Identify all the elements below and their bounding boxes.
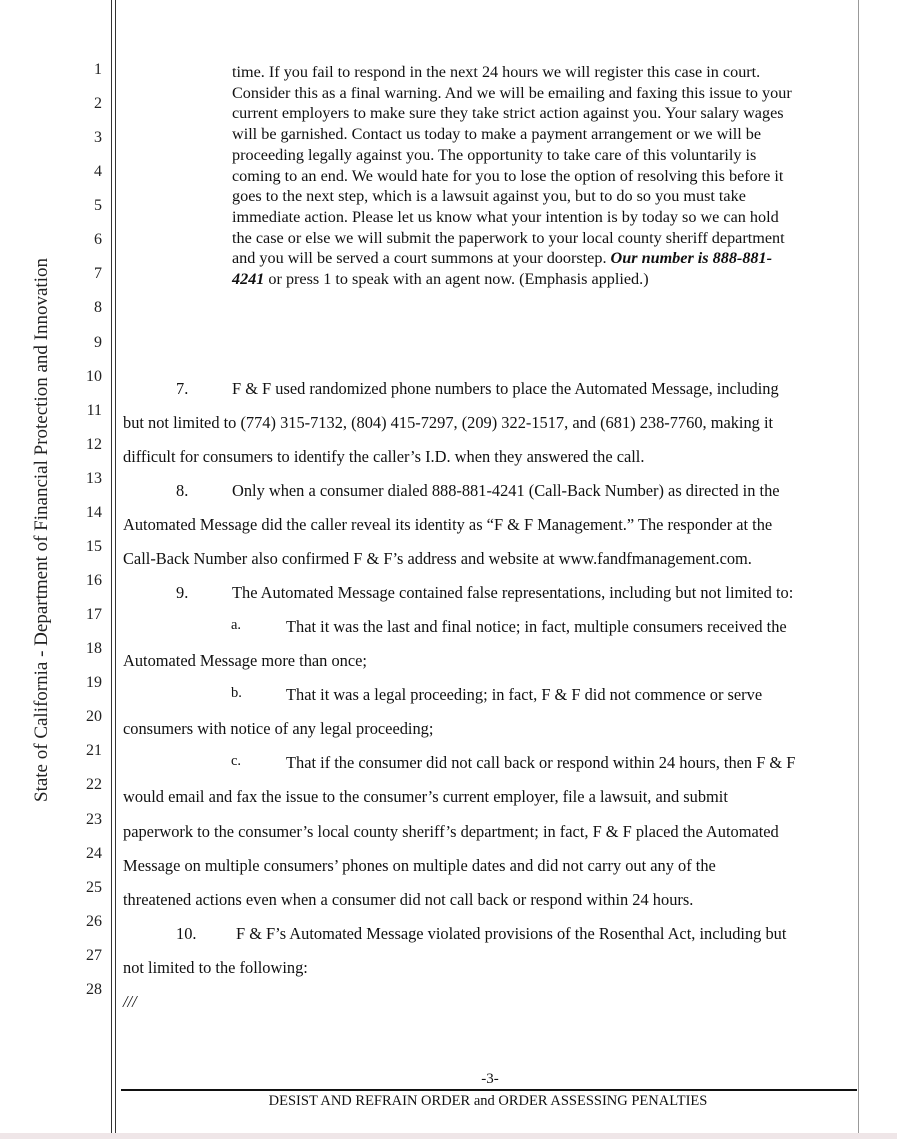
paragraph-number: 7.	[176, 378, 189, 398]
line-number: 10	[86, 367, 102, 385]
line-number: 8	[94, 299, 102, 317]
line-number: 26	[86, 912, 102, 930]
quote-text-before: time. If you fail to respond in the next 24 hours we will register this case in court. Consider this as a final warning. And we will be emailing and faxing this issue to your current employers to make sure they take strict action against you. Your salary wages will be garnished. Contact us today to make a payment arrangement or we will be proceeding legally against you. The opportunity to take care of this voluntarily is coming to an end. We would hate for you to lose the option of resolving this before it goes to the next step, which is a lawsuit against you, but to do so you must take immediate action. Please let us know what your intention is by today so we can hold the case or else we will submit the paperwork to your local county sheriff department and you will be served a court summons at your doorstep.	[232, 63, 792, 268]
quote-emphasis: Our number is 888-881-4241	[232, 249, 772, 289]
quote-text-after: or press 1 to speak with an agent now. (Emphasis applied.)	[268, 270, 649, 289]
line-number: 11	[86, 401, 102, 419]
body-line: paperwork to the consumer’s local county sheriff’s department; in fact, F & F placed the Automated	[123, 821, 779, 841]
body-line: F & F’s Automated Message violated provisions of the Rosenthal Act, including but	[236, 923, 787, 943]
line-number: 13	[86, 469, 102, 487]
body-line: threatened actions even when a consumer did not call back or respond within 24 hours.	[123, 889, 694, 909]
quoted-message	[232, 62, 792, 290]
line-number: 27	[86, 946, 102, 964]
line-number: 28	[86, 980, 102, 998]
margin-rule-right	[858, 0, 859, 1139]
line-number: 5	[94, 197, 102, 215]
line-number: 12	[86, 435, 102, 453]
line-number: 15	[86, 537, 102, 555]
body-line: F & F used randomized phone numbers to place the Automated Message, including	[232, 378, 779, 398]
paragraph-number: 10.	[176, 923, 197, 943]
line-number: 2	[94, 95, 102, 113]
footer-title: DESIST AND REFRAIN ORDER and ORDER ASSESSING PENALTIES	[268, 1093, 708, 1109]
body-line: not limited to the following:	[123, 957, 308, 977]
body-line: Automated Message did the caller reveal its identity as “F & F Management.” The responder at the	[123, 514, 773, 534]
body-line: Message on multiple consumers’ phones on multiple dates and did not carry out any of the	[123, 855, 716, 875]
paragraph-number: 9.	[176, 583, 189, 603]
body-line: difficult for consumers to identify the caller’s I.D. when they answered the call.	[123, 446, 645, 466]
body-line: Call-Back Number also confirmed F & F’s address and website at www.fandfmanagement.com.	[123, 548, 752, 568]
line-number: 3	[94, 129, 102, 147]
line-number: 14	[86, 503, 102, 521]
body-line: Only when a consumer dialed 888-881-4241 (Call-Back Number) as directed in the	[232, 480, 780, 500]
paragraph-number: c.	[231, 753, 242, 770]
line-number: 16	[86, 572, 102, 590]
line-number: 4	[94, 163, 102, 181]
bottom-strip	[0, 1133, 897, 1139]
paragraph-number: a.	[231, 617, 242, 634]
paragraph-number: 8.	[176, 480, 189, 500]
page-number: -3-	[481, 1071, 499, 1087]
line-number: 22	[86, 776, 102, 794]
margin-rule-left	[111, 0, 112, 1139]
line-number: 7	[94, 265, 102, 283]
body-line: The Automated Message contained false representations, including but not limited to:	[232, 583, 794, 603]
body-line: That it was a legal proceeding; in fact, F & F did not commence or serve	[286, 685, 763, 705]
line-number: 18	[86, 640, 102, 658]
line-number: 19	[86, 674, 102, 692]
footer-rule	[121, 1089, 857, 1091]
line-number: 24	[86, 844, 102, 862]
body-line: would email and fax the issue to the consumer’s current employer, file a lawsuit, and submit	[123, 787, 728, 807]
line-number: 6	[94, 231, 102, 249]
body-line: That it was the last and final notice; in fact, multiple consumers received the	[286, 617, 787, 637]
paragraph-number: b.	[231, 685, 242, 702]
line-number: 17	[86, 606, 102, 624]
body-line: but not limited to (774) 315-7132, (804) 415-7297, (209) 322-1517, and (681) 238-7760, making it	[123, 412, 774, 432]
body-line: That if the consumer did not call back or respond within 24 hours, then F & F	[286, 753, 796, 773]
line-number: 9	[94, 333, 102, 351]
line-number: 1	[94, 61, 102, 78]
body-line: consumers with notice of any legal proceeding;	[123, 719, 434, 739]
line-number: 25	[86, 878, 102, 896]
side-caption: State of California - Department of Financial Protection and Innovation	[31, 258, 52, 802]
line-number: 21	[86, 742, 102, 760]
line-number: 20	[86, 708, 102, 726]
margin-rule-left-inner	[115, 0, 116, 1139]
line-number: 23	[86, 810, 102, 828]
body-line: Automated Message more than once;	[123, 651, 367, 671]
body-line: ///	[123, 991, 137, 1011]
